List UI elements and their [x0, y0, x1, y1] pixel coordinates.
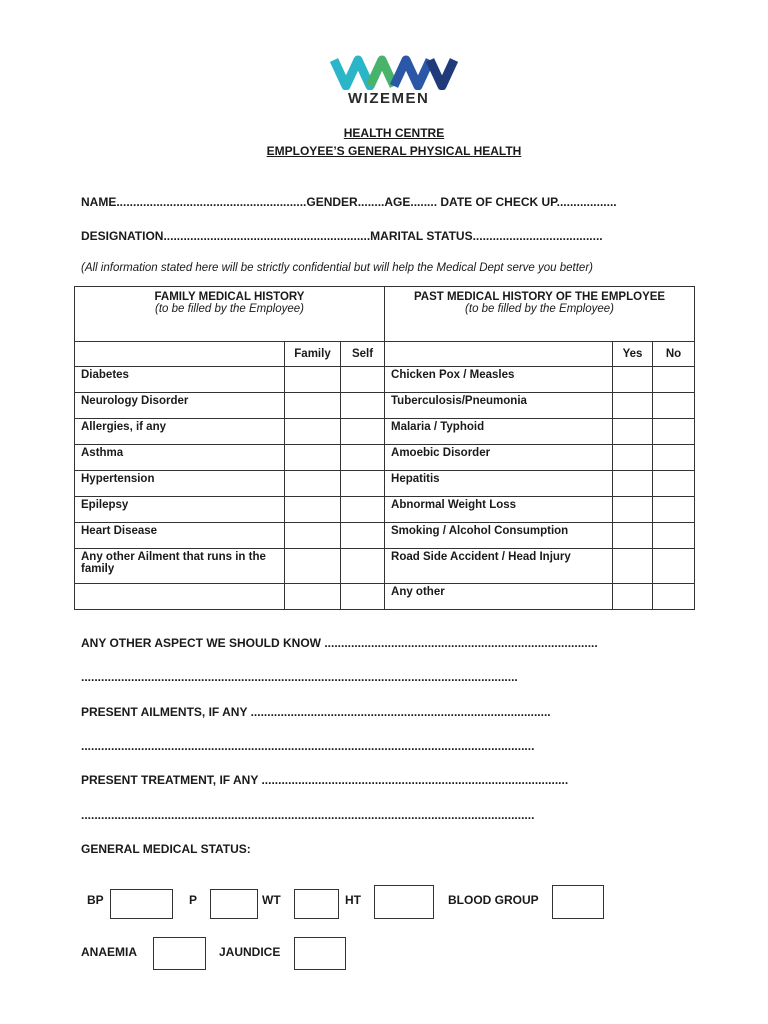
self-checkbox-cell[interactable]	[341, 549, 385, 584]
family-condition-label: Epilepsy	[75, 497, 285, 523]
self-checkbox-cell[interactable]	[341, 584, 385, 610]
column-family: Family	[285, 342, 341, 367]
family-condition-label	[75, 584, 285, 610]
past-condition-label: Road Side Accident / Head Injury	[385, 549, 613, 584]
past-condition-label: Chicken Pox / Measles	[385, 367, 613, 393]
family-condition-label: Neurology Disorder	[75, 393, 285, 419]
bp-label: BP	[87, 893, 104, 907]
self-checkbox-cell[interactable]	[341, 445, 385, 471]
anaemia-label: ANAEMIA	[81, 945, 137, 959]
family-history-title: FAMILY MEDICAL HISTORY	[154, 291, 305, 303]
no-checkbox-cell[interactable]	[653, 497, 695, 523]
blank-header-cell	[385, 342, 613, 367]
no-checkbox-cell[interactable]	[653, 523, 695, 549]
past-condition-label: Malaria / Typhoid	[385, 419, 613, 445]
self-checkbox-cell[interactable]	[341, 419, 385, 445]
self-checkbox-cell[interactable]	[341, 393, 385, 419]
form-heading-title: EMPLOYEE’S GENERAL PHYSICAL HEALTH	[266, 144, 522, 158]
table-row	[75, 445, 695, 471]
past-condition-label: Amoebic Disorder	[385, 445, 613, 471]
table-row	[75, 584, 695, 610]
blood-group-label: BLOOD GROUP	[448, 893, 539, 907]
yes-checkbox-cell[interactable]	[613, 584, 653, 610]
family-condition-label: Any other Ailment that runs in the family	[75, 549, 285, 584]
family-checkbox-cell[interactable]	[285, 497, 341, 523]
yes-checkbox-cell[interactable]	[613, 549, 653, 584]
past-condition-label: Hepatitis	[385, 471, 613, 497]
family-checkbox-cell[interactable]	[285, 393, 341, 419]
past-condition-label: Abnormal Weight Loss	[385, 497, 613, 523]
past-condition-label: Tuberculosis/Pneumonia	[385, 393, 613, 419]
general-medical-status-label: GENERAL MEDICAL STATUS:	[81, 842, 251, 856]
column-yes: Yes	[613, 342, 653, 367]
no-checkbox-cell[interactable]	[653, 549, 695, 584]
column-self: Self	[341, 342, 385, 367]
weight-input-box[interactable]	[294, 889, 339, 919]
table-row	[75, 393, 695, 419]
table-row	[75, 471, 695, 497]
past-history-header	[385, 287, 695, 342]
family-condition-label: Allergies, if any	[75, 419, 285, 445]
yes-checkbox-cell[interactable]	[613, 367, 653, 393]
personal-details-line[interactable]: NAME.........................................................GENDER........AGE........ DATE OF CHECK UP..................	[81, 195, 617, 209]
no-checkbox-cell[interactable]	[653, 471, 695, 497]
past-history-subtitle: (to be filled by the Employee)	[465, 303, 614, 315]
present-ailments-continuation[interactable]: ........................................................................................................................................	[81, 739, 535, 753]
no-checkbox-cell[interactable]	[653, 445, 695, 471]
family-checkbox-cell[interactable]	[285, 523, 341, 549]
no-checkbox-cell[interactable]	[653, 393, 695, 419]
family-condition-label: Diabetes	[75, 367, 285, 393]
anaemia-input-box[interactable]	[153, 937, 206, 970]
table-row	[75, 367, 695, 393]
yes-checkbox-cell[interactable]	[613, 471, 653, 497]
height-input-box[interactable]	[374, 885, 434, 919]
bp-input-box[interactable]	[110, 889, 173, 919]
logo-mark-icon	[330, 54, 460, 90]
table-row	[75, 549, 695, 584]
height-label: HT	[345, 893, 361, 907]
family-history-header	[75, 287, 385, 342]
other-aspect-line[interactable]: ANY OTHER ASPECT WE SHOULD KNOW ..................................................................................	[81, 636, 598, 650]
family-checkbox-cell[interactable]	[285, 445, 341, 471]
table-row	[75, 419, 695, 445]
pulse-label: P	[189, 893, 198, 907]
family-history-subtitle: (to be filled by the Employee)	[155, 303, 304, 315]
family-checkbox-cell[interactable]	[285, 471, 341, 497]
present-ailments-line[interactable]: PRESENT AILMENTS, IF ANY ..........................................................................................	[81, 705, 551, 719]
self-checkbox-cell[interactable]	[341, 471, 385, 497]
medical-history-table	[74, 286, 695, 610]
blank-header-cell	[75, 342, 285, 367]
self-checkbox-cell[interactable]	[341, 523, 385, 549]
weight-label: WT	[262, 893, 281, 907]
yes-checkbox-cell[interactable]	[613, 445, 653, 471]
jaundice-label: JAUNDICE	[219, 945, 281, 959]
column-no: No	[653, 342, 695, 367]
yes-checkbox-cell[interactable]	[613, 497, 653, 523]
family-checkbox-cell[interactable]	[285, 367, 341, 393]
present-treatment-line[interactable]: PRESENT TREATMENT, IF ANY ............................................................................................	[81, 773, 569, 787]
no-checkbox-cell[interactable]	[653, 419, 695, 445]
family-condition-label: Heart Disease	[75, 523, 285, 549]
other-aspect-continuation[interactable]: ...................................................................................................................................	[81, 670, 518, 684]
past-condition-label: Smoking / Alcohol Consumption	[385, 523, 613, 549]
no-checkbox-cell[interactable]	[653, 367, 695, 393]
table-row	[75, 497, 695, 523]
family-checkbox-cell[interactable]	[285, 419, 341, 445]
company-logo	[330, 54, 460, 110]
self-checkbox-cell[interactable]	[341, 367, 385, 393]
family-checkbox-cell[interactable]	[285, 549, 341, 584]
jaundice-input-box[interactable]	[294, 937, 346, 970]
family-condition-label: Hypertension	[75, 471, 285, 497]
pulse-input-box[interactable]	[210, 889, 258, 919]
self-checkbox-cell[interactable]	[341, 497, 385, 523]
family-condition-label: Asthma	[75, 445, 285, 471]
designation-line[interactable]: DESIGNATION..............................................................MARITAL STATUS.......................................	[81, 229, 603, 243]
present-treatment-continuation[interactable]: ........................................................................................................................................	[81, 808, 535, 822]
logo-text: WIZEMEN	[348, 90, 430, 107]
yes-checkbox-cell[interactable]	[613, 523, 653, 549]
yes-checkbox-cell[interactable]	[613, 419, 653, 445]
form-heading-centre: HEALTH CENTRE	[343, 126, 445, 140]
past-condition-label: Any other	[385, 584, 613, 610]
blood-group-input-box[interactable]	[552, 885, 604, 919]
family-checkbox-cell[interactable]	[285, 584, 341, 610]
table-row	[75, 523, 695, 549]
yes-checkbox-cell[interactable]	[613, 393, 653, 419]
past-history-title: PAST MEDICAL HISTORY OF THE EMPLOYEE	[413, 291, 666, 303]
no-checkbox-cell[interactable]	[653, 584, 695, 610]
confidentiality-note: (All information stated here will be strictly confidential but will help the Medical Dept serve you better)	[81, 262, 593, 274]
